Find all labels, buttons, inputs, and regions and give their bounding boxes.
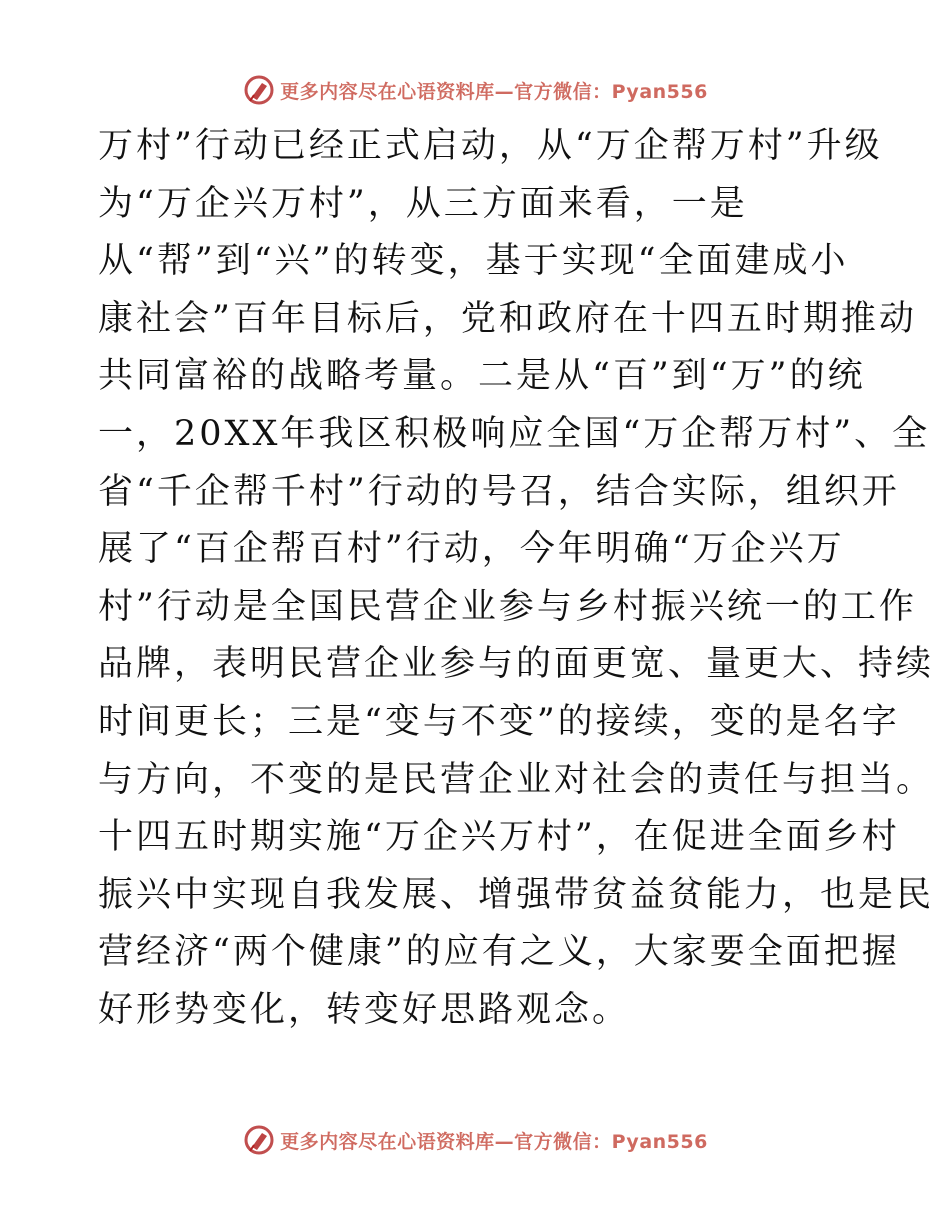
document-line: 共同富裕的战略考量。二是从“百”到“万”的统 [98, 356, 866, 397]
footer-banner-text: 更多内容尽在心语资料库—官方微信：Pyan556 [280, 1130, 708, 1153]
document-line: 为“万企兴万村”，从三方面来看，一是 [98, 183, 748, 224]
pen-nib-logo-icon [242, 73, 276, 107]
header-banner [0, 70, 950, 110]
document-line: 营经济“两个健康”的应有之义，大家要全面把握 [98, 932, 900, 973]
document-line: 康社会”百年目标后，党和政府在十四五时期推动 [98, 298, 917, 339]
document-line: 好形势变化，转变好思路观念。 [98, 989, 631, 1030]
document-line: 万村”行动已经正式启动，从“万企帮万村”升级 [98, 126, 883, 166]
document-line: 与方向，不变的是民营企业对社会的责任与担当。 [98, 759, 935, 800]
document-line: 时间更长；三是“变与不变”的接续，变的是名字 [98, 701, 900, 742]
document-line: 展了“百企帮百村”行动，今年明确“万企兴万 [98, 529, 845, 570]
document-line: 振兴中实现自我发展、增强带贫益贫能力，也是民 [98, 874, 935, 915]
document-line: 从“帮”到“兴”的转变，基于实现“全面建成小 [98, 241, 849, 282]
document-line: 省“千企帮千村”行动的号召，结合实际，组织开 [98, 471, 900, 512]
document-line: 一，20XX年我区积极响应全国“万企帮万村”、全 [98, 413, 931, 454]
footer-banner [0, 1120, 950, 1160]
pen-nib-logo-icon [242, 1123, 276, 1157]
document-body [98, 118, 935, 1040]
document-line: 村”行动是全国民营企业参与乡村振兴统一的工作 [98, 586, 917, 627]
document-line: 品牌，表明民营企业参与的面更宽、量更大、持续 [98, 644, 935, 685]
document-line: 十四五时期实施“万企兴万村”，在促进全面乡村 [98, 817, 900, 858]
header-banner-text: 更多内容尽在心语资料库—官方微信：Pyan556 [280, 80, 708, 103]
